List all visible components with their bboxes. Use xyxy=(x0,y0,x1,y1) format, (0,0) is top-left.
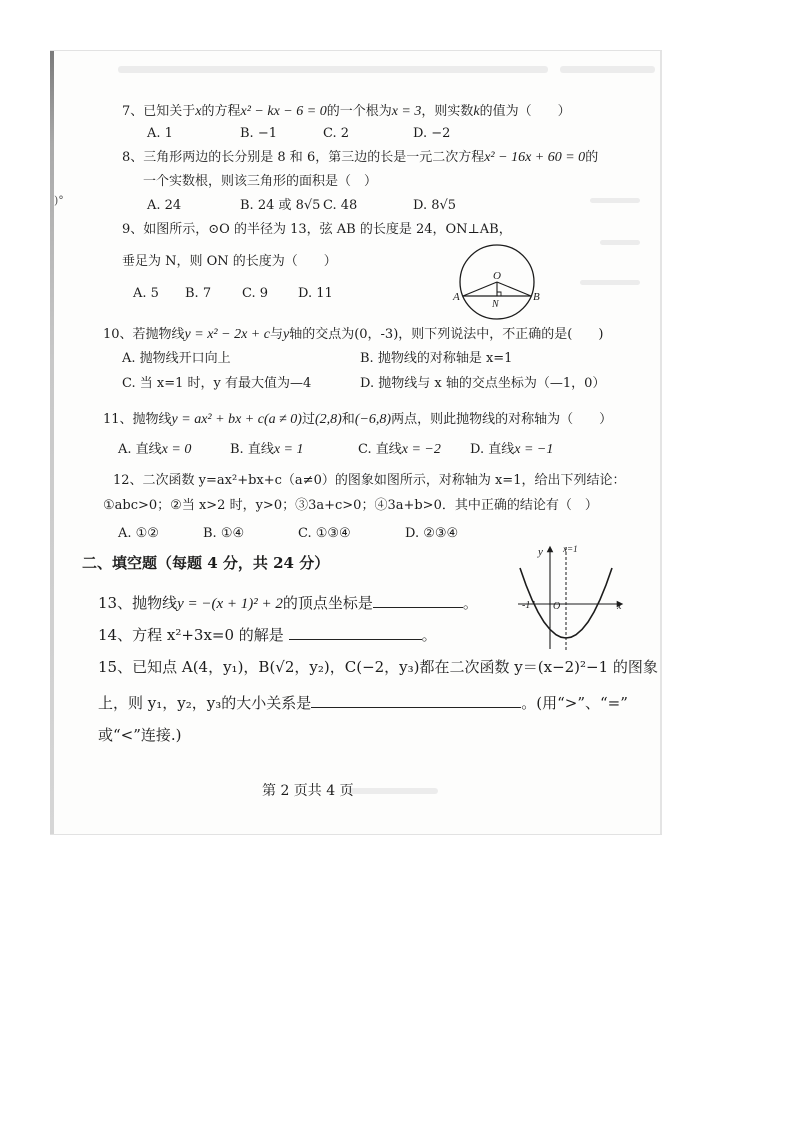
q15-text: 。(用“>”、“=” xyxy=(521,694,628,712)
q10-option-b: B. 抛物线的对称轴是 x=1 xyxy=(360,351,513,366)
q13-answer-blank xyxy=(373,593,463,608)
question-14 xyxy=(98,625,437,644)
q11-option-math: x = −2 xyxy=(401,442,441,457)
q9-option-d: D. 11 xyxy=(298,286,333,301)
bleed-through-smudge xyxy=(600,240,640,245)
q9-option-c: C. 9 xyxy=(242,286,269,301)
question-13 xyxy=(98,593,478,613)
q8-option-c: C. 48 xyxy=(323,198,358,213)
q7-option-c: C. 2 xyxy=(323,126,350,141)
scan-right-edge xyxy=(660,50,662,835)
section-2-title: 二、填空题（每题 4 分，共 24 分） xyxy=(82,554,330,572)
label-n: N xyxy=(492,299,499,310)
q12-option-c: C. ①③④ xyxy=(298,526,351,541)
q11-option-math: x = 1 xyxy=(273,442,304,457)
label-x: x xyxy=(617,601,622,612)
q10-option-c: C. 当 x=1 时，y 有最大值为—4 xyxy=(122,376,312,391)
q11-option-d xyxy=(470,442,553,458)
q10-option-d: D. 抛物线与 x 轴的交点坐标为（—1，0） xyxy=(360,376,606,391)
q13-equation: y = −(x + 1)² + 2 xyxy=(177,596,283,612)
q11-option-prefix: D. 直线 xyxy=(470,442,515,457)
q13-text: 13、抛物线 xyxy=(98,594,178,612)
scan-left-edge xyxy=(50,50,54,835)
label-neg-one: -1 xyxy=(522,600,531,611)
q7-text: 7、已知关于 xyxy=(122,104,196,119)
bleed-through-smudge xyxy=(118,66,548,73)
q13-text: 的顶点坐标是 xyxy=(282,594,373,612)
question-12-stem-line2: ①abc>0；②当 x>2 时，y>0；③3a+c>0；④3a+b>0．其中正确的结论有（ ） xyxy=(103,498,598,513)
bleed-through-smudge xyxy=(348,788,438,794)
question-8-stem-line1 xyxy=(122,150,598,166)
page-footer: 第 2 页共 4 页 xyxy=(262,783,354,799)
label-axis-x1: x=1 xyxy=(563,544,578,554)
q11-equation: y = ax² + bx + c(a ≠ 0) xyxy=(171,412,302,427)
q13-text: 。 xyxy=(462,594,478,612)
q7-math: x = 3 xyxy=(391,104,422,119)
question-10-stem xyxy=(103,327,603,343)
question-9-stem-line2: 垂足为 N，则 ON 的长度为（ ） xyxy=(122,254,337,269)
q8-option-d: D. 8√5 xyxy=(413,198,457,213)
q8-option-b: B. 24 或 8√5 xyxy=(240,198,321,213)
q14-answer-blank xyxy=(289,625,422,640)
q10-text: 10、若抛物线 xyxy=(103,327,185,342)
q7-option-d: D. −2 xyxy=(413,126,451,141)
q11-text: 两点，则此抛物线的对称轴为（ ） xyxy=(391,412,613,427)
q10-text: 与 xyxy=(269,327,283,342)
q10-text: 轴的交点为(0，-3)，则下列说法中，不正确的是( ) xyxy=(289,327,604,342)
label-origin: O xyxy=(553,601,561,612)
q14-text: 14、方程 x²+3x=0 的解是 xyxy=(98,626,289,644)
q7-text: 的方程 xyxy=(201,104,241,119)
q8-text: 8、三角形两边的长分别是 8 和 6，第三边的长是一元二次方程 xyxy=(122,150,485,165)
label-b: B xyxy=(533,291,540,303)
q11-option-prefix: A. 直线 xyxy=(118,442,162,457)
question-15-line2 xyxy=(98,693,628,712)
question-12-stem-line1: 12、二次函数 y=ax²+bx+c（a≠0）的图象如图所示，对称轴为 x=1，给出下列结论： xyxy=(113,473,626,488)
question-11-stem xyxy=(103,412,612,428)
q11-option-b xyxy=(230,442,304,458)
question-7-stem xyxy=(122,104,571,120)
question-8-stem-line2: 一个实数根，则该三角形的面积是（ ） xyxy=(143,174,378,189)
margin-fragment: )° xyxy=(54,194,64,207)
q10-option-a: A. 抛物线开口向上 xyxy=(122,351,231,366)
q10-math: y xyxy=(282,327,290,342)
q8-equation: x² − 16x + 60 = 0 xyxy=(484,150,586,165)
q11-text: 过 xyxy=(301,412,315,427)
q15-answer-blank xyxy=(311,693,521,708)
q11-option-a xyxy=(118,442,191,458)
q7-option-a: A. 1 xyxy=(147,126,173,141)
q9-option-a: A. 5 xyxy=(133,286,159,301)
q8-text: 的 xyxy=(585,150,599,165)
q11-text: 和 xyxy=(341,412,355,427)
q11-option-math: x = −1 xyxy=(514,442,554,457)
q10-equation: y = x² − 2x + c xyxy=(184,327,270,342)
scan-top-edge xyxy=(50,50,662,51)
label-a: A xyxy=(453,291,460,303)
q7-math: x xyxy=(195,104,202,119)
segment-ob xyxy=(497,282,531,296)
bleed-through-smudge xyxy=(590,198,640,203)
q11-point: (−6,8) xyxy=(354,412,392,427)
question-9-stem-line1: 9、如图所示，⊙O 的半径为 13，弦 AB 的长度是 24，ON⊥AB， xyxy=(122,222,512,237)
scan-bottom-edge xyxy=(50,834,662,835)
q12-option-a: A. ①② xyxy=(118,526,159,541)
label-o: O xyxy=(493,270,501,282)
q14-text: 。 xyxy=(421,626,437,644)
segment-oa xyxy=(463,282,497,296)
q11-option-math: x = 0 xyxy=(161,442,192,457)
q8-option-a: A. 24 xyxy=(147,198,182,213)
q11-text: 11、抛物线 xyxy=(103,412,172,427)
q7-math: k xyxy=(473,104,480,119)
q9-circle-figure xyxy=(450,243,546,325)
q7-equation: x² − kx − 6 = 0 xyxy=(240,104,327,119)
q7-text: ，则实数 xyxy=(421,104,474,119)
right-angle-mark xyxy=(497,292,501,296)
q11-option-prefix: B. 直线 xyxy=(230,442,274,457)
question-15-line3: 或“<”连接.) xyxy=(98,726,182,744)
q11-point: (2,8) xyxy=(314,412,342,427)
q7-text: 的一个根为 xyxy=(326,104,392,119)
bleed-through-smudge xyxy=(580,280,640,285)
q12-option-b: B. ①④ xyxy=(203,526,245,541)
question-15-line1: 15、已知点 A(4，y₁)，B(√2，y₂)，C(−2，y₃)都在二次函数 y＝(x−2)²−1 的图象 xyxy=(98,658,658,676)
q7-option-b: B. −1 xyxy=(240,126,277,141)
q12-parabola-figure xyxy=(516,543,626,653)
q15-text: 上，则 y₁，y₂，y₃的大小关系是 xyxy=(98,694,312,712)
bleed-through-smudge xyxy=(560,66,655,73)
label-y: y xyxy=(538,546,543,558)
q11-option-prefix: C. 直线 xyxy=(358,442,402,457)
q9-option-b: B. 7 xyxy=(185,286,212,301)
q7-text: 的值为（ ） xyxy=(479,104,571,119)
q12-option-d: D. ②③④ xyxy=(405,526,459,541)
q11-option-c xyxy=(358,442,441,458)
